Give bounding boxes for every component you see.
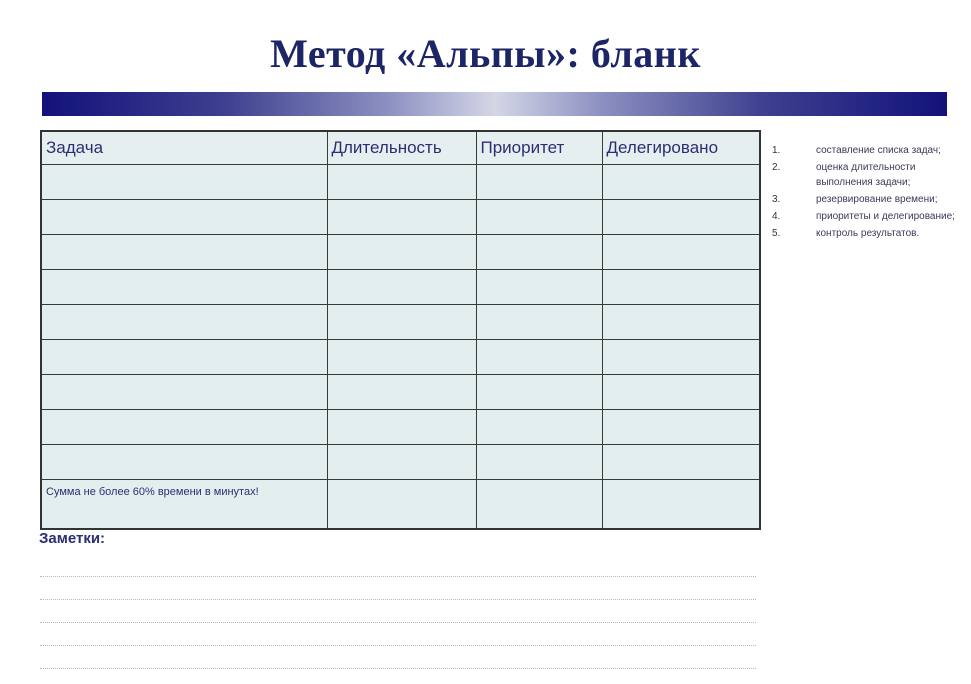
note-line[interactable] (40, 646, 756, 669)
note-line[interactable] (40, 554, 756, 577)
note-line[interactable] (40, 623, 756, 646)
table-cell[interactable] (602, 200, 760, 235)
table-cell[interactable] (476, 305, 602, 340)
table-row (41, 375, 760, 410)
page-title: Метод «Альпы»: бланк (270, 31, 701, 76)
step-text: оценка длительности выполнения задачи; (816, 162, 916, 188)
column-header-task: Задача (41, 131, 327, 165)
table-cell[interactable] (476, 235, 602, 270)
list-item (772, 192, 962, 207)
list-item (772, 160, 962, 190)
list-item (772, 143, 962, 158)
table-cell[interactable] (327, 270, 476, 305)
table-cell[interactable] (41, 200, 327, 235)
table-header-row (41, 131, 760, 165)
table-cell[interactable] (602, 165, 760, 200)
notes-area[interactable] (40, 554, 756, 669)
table-cell[interactable] (476, 445, 602, 480)
table-cell[interactable] (476, 200, 602, 235)
step-text: контроль результатов. (816, 228, 920, 239)
note-line[interactable] (40, 600, 756, 623)
step-number: 2. (772, 162, 781, 173)
table-cell[interactable] (41, 305, 327, 340)
table-cell[interactable] (476, 375, 602, 410)
table-row (41, 270, 760, 305)
table-cell[interactable] (41, 270, 327, 305)
notes-label: Заметки: (39, 530, 106, 547)
step-text: составление списка задач; (816, 145, 941, 156)
sum-priority-cell[interactable] (476, 480, 602, 530)
table-cell[interactable] (327, 340, 476, 375)
gradient-banner (42, 92, 947, 116)
table-row (41, 235, 760, 270)
table-row (41, 305, 760, 340)
list-item (772, 209, 962, 224)
table-cell[interactable] (327, 165, 476, 200)
step-number: 3. (772, 194, 781, 205)
sum-label: Сумма не более 60% времени в минутах! (41, 480, 327, 530)
table-cell[interactable] (476, 270, 602, 305)
table-cell[interactable] (602, 375, 760, 410)
table-cell[interactable] (602, 235, 760, 270)
step-text: резервирование времени; (816, 194, 938, 205)
note-line[interactable] (40, 577, 756, 600)
task-form-table (40, 130, 761, 530)
step-number: 1. (772, 145, 781, 156)
method-steps-list (772, 143, 962, 243)
step-number: 4. (772, 211, 781, 222)
column-header-delegated: Делегировано (602, 131, 760, 165)
table-cell[interactable] (476, 340, 602, 375)
table-cell[interactable] (41, 375, 327, 410)
table-cell[interactable] (602, 270, 760, 305)
table-row (41, 410, 760, 445)
table-row (41, 445, 760, 480)
table-row (41, 200, 760, 235)
table-cell[interactable] (602, 445, 760, 480)
table-cell[interactable] (327, 445, 476, 480)
table-cell[interactable] (476, 165, 602, 200)
table-cell[interactable] (41, 165, 327, 200)
sum-duration-cell[interactable] (327, 480, 476, 530)
step-text: приоритеты и делегирование; (816, 211, 955, 222)
table-cell[interactable] (41, 235, 327, 270)
table-row (41, 165, 760, 200)
table-cell[interactable] (41, 445, 327, 480)
sum-row (41, 480, 760, 530)
table-cell[interactable] (602, 305, 760, 340)
table-cell[interactable] (602, 410, 760, 445)
table-cell[interactable] (327, 305, 476, 340)
table-cell[interactable] (327, 375, 476, 410)
step-number: 5. (772, 228, 781, 239)
table-cell[interactable] (327, 235, 476, 270)
column-header-duration: Длительность (327, 131, 476, 165)
table-cell[interactable] (476, 410, 602, 445)
sum-delegated-cell[interactable] (602, 480, 760, 530)
table-cell[interactable] (41, 340, 327, 375)
list-item (772, 226, 962, 241)
table-cell[interactable] (41, 410, 327, 445)
table-cell[interactable] (327, 410, 476, 445)
table-cell[interactable] (327, 200, 476, 235)
column-header-priority: Приоритет (476, 131, 602, 165)
table-row (41, 340, 760, 375)
table-cell[interactable] (602, 340, 760, 375)
